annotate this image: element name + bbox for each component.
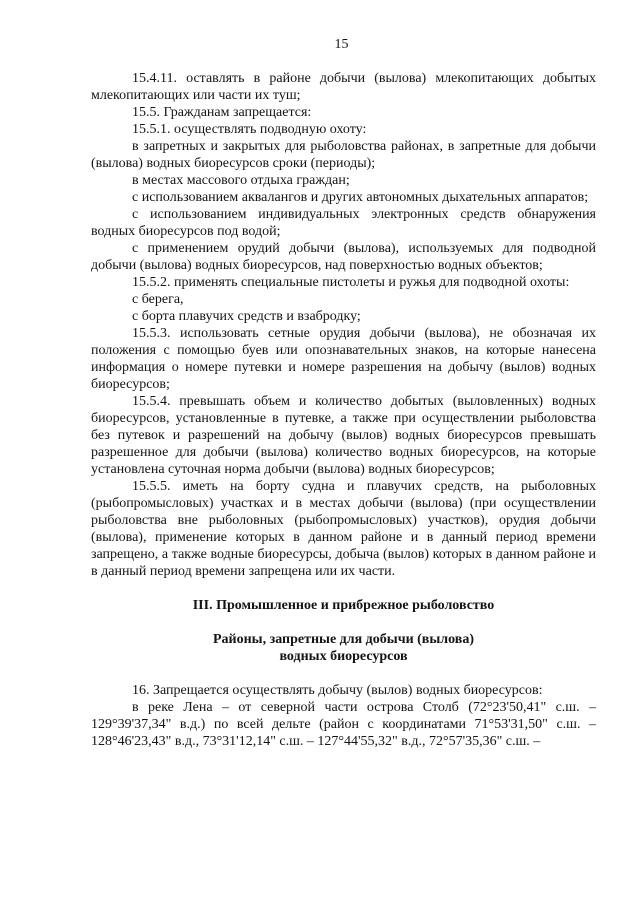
paragraph-15-4-11: 15.4.11. оставлять в районе добычи (вылова) млекопитающих добытых млекопитающих или части их туш; [91, 71, 596, 103]
paragraph-15-5: 15.5. Гражданам запрещается: [132, 105, 312, 120]
paragraph-lena-river: в реке Лена – от северной части острова Столб (72°23'50,41" с.ш. – 129°39'37,34" в.д.) по всей дельте (район с координатами 71°53'31,50" с.ш. – 128°46'23,43" в.д., 73°31'12,14" с.ш. – 127°44'55,32" в.д., 72°57'35,36" с.ш. – [91, 700, 596, 749]
page-number: 15 [334, 37, 349, 52]
paragraph-scuba: с использованием аквалангов и других автономных дыхательных аппаратов; [132, 190, 589, 205]
paragraph-15-5-1: 15.5.1. осуществлять подводную охоту: [132, 122, 367, 137]
paragraph-from-boat: с борта плавучих средств и взабродку; [132, 309, 361, 324]
subsection-heading [91, 631, 596, 665]
subsection-heading-line-2: водных биоресурсов [279, 649, 408, 664]
section-heading: III. Промышленное и прибрежное рыболовство [192, 598, 495, 613]
paragraph-15-5-3: 15.5.3. использовать сетные орудия добычи (вылова), не обозначая их положения с помощью буев или опознавательных знаков, на которые нанесена информация о номере путевки и номере разрешения на добычу (вылов) водных биоресурсов; [91, 326, 596, 392]
paragraph-restricted-areas: в запретных и закрытых для рыболовства районах, в запретные для добычи (вылова) водных биоресурсов сроки (периоды); [91, 139, 596, 171]
subsection-heading-line-1: Районы, запретные для добычи (вылова) [212, 632, 475, 647]
body-text-bottom [91, 682, 596, 750]
paragraph-above-surface: с применением орудий добычи (вылова), используемых для подводной добычи (вылова) водных биоресурсов, над поверхностью водных объектов; [91, 241, 596, 273]
paragraph-electronic-means: с использованием индивидуальных электронных средств обнаружения водных биоресурсов под водой; [91, 207, 596, 239]
body-text-top [91, 70, 596, 580]
paragraph-16: 16. Запрещается осуществлять добычу (вылов) водных биоресурсов: [132, 683, 543, 698]
paragraph-from-shore: с берега, [132, 292, 184, 307]
paragraph-mass-recreation: в местах массового отдыха граждан; [132, 173, 350, 188]
paragraph-15-5-2: 15.5.2. применять специальные пистолеты и ружья для подводной охоты: [132, 275, 570, 290]
paragraph-15-5-5: 15.5.5. иметь на борту судна и плавучих средств, на рыболовных (рыбопромысловых) участках и в местах добычи (вылова) (при осуществлении рыболовства вне рыболовных (рыбопромысловых) участков), орудия добычи (вылова), применение которых в данном районе и в данный период времени запрещено, а также водные биоресурсы, добыча (вылов) которых в данном районе и в данный период времени запрещена или их части. [91, 479, 596, 579]
paragraph-15-5-4: 15.5.4. превышать объем и количество добытых (выловленных) водных биоресурсов, установленные в путевке, а также при осуществлении рыболовства без путевок и разрешений на добычу (вылов) водных биоресурсов превышать разрешенное для добычи (вылова) количество водных биоресурсов, на которые установлена суточная норма добычи (вылова) водных биоресурсов; [91, 394, 596, 477]
